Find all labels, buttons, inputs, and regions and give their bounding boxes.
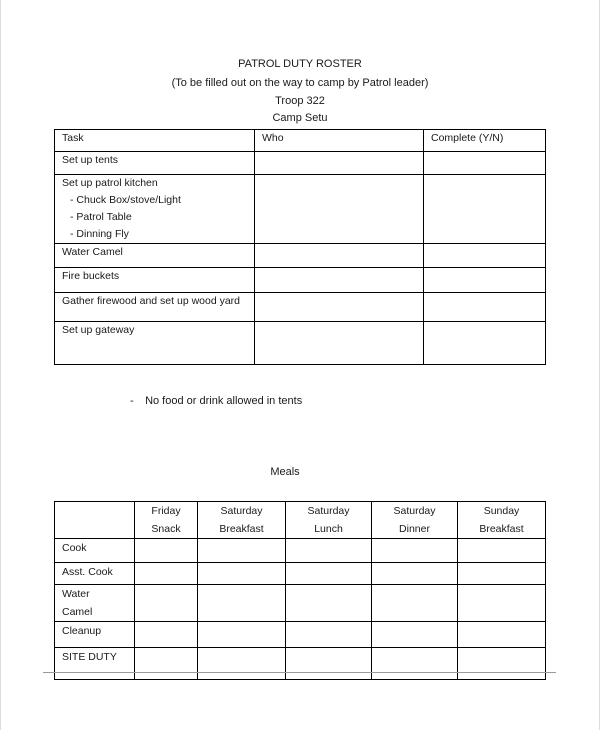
table-row (55, 322, 546, 365)
meal-cell[interactable] (458, 539, 546, 563)
column-header-who: Who (255, 130, 424, 152)
complete-cell[interactable] (424, 152, 546, 175)
meal-cell[interactable] (286, 563, 372, 585)
note-line (130, 395, 302, 407)
complete-cell[interactable] (424, 175, 546, 244)
role-label: Cook (55, 539, 135, 563)
task-cell (55, 175, 255, 244)
meal-cell[interactable] (372, 622, 458, 648)
meal-column-header (135, 502, 198, 539)
meal-name: Lunch (314, 523, 343, 535)
meal-cell[interactable] (135, 648, 198, 680)
meal-cell[interactable] (372, 563, 458, 585)
meal-cell[interactable] (458, 622, 546, 648)
duty-roster-table (54, 129, 546, 365)
meal-day: Saturday (220, 505, 263, 517)
task-cell: Fire buckets (55, 268, 255, 293)
table-row (55, 175, 546, 244)
table-row (55, 152, 546, 175)
meals-row (55, 648, 546, 680)
role-label: SITE DUTY (55, 648, 135, 680)
who-cell[interactable] (255, 152, 424, 175)
meal-name: Breakfast (479, 523, 524, 535)
role-label: Cleanup (55, 622, 135, 648)
meal-name: Dinner (399, 523, 430, 535)
meals-row (55, 539, 546, 563)
meal-cell[interactable] (372, 539, 458, 563)
meal-cell[interactable] (286, 585, 372, 622)
column-header-task: Task (55, 130, 255, 152)
meals-row (55, 563, 546, 585)
meal-cell[interactable] (458, 648, 546, 680)
meal-name: Snack (151, 523, 181, 535)
table-row (55, 244, 546, 268)
table-row (55, 293, 546, 322)
role-label (55, 585, 135, 622)
table-header-row (55, 130, 546, 152)
who-cell[interactable] (255, 268, 424, 293)
role-label-line: Camel (62, 606, 93, 618)
meal-cell[interactable] (135, 622, 198, 648)
subtask-label: - Chuck Box/stove/Light (70, 194, 181, 206)
role-label-line: Water (62, 588, 90, 600)
page-divider (43, 672, 556, 673)
meal-cell[interactable] (135, 585, 198, 622)
meals-corner-cell (55, 502, 135, 539)
who-cell[interactable] (255, 293, 424, 322)
meal-column-header (372, 502, 458, 539)
meals-table (54, 501, 546, 680)
note-text: No food or drink allowed in tents (145, 395, 303, 407)
task-cell: Set up tents (55, 152, 255, 175)
document-subtitle: (To be filled out on the way to camp by Patrol leader) (171, 77, 429, 89)
meal-cell[interactable] (458, 585, 546, 622)
column-header-complete: Complete (Y/N) (424, 130, 546, 152)
complete-cell[interactable] (424, 293, 546, 322)
role-label: Asst. Cook (55, 563, 135, 585)
task-cell: Water Camel (55, 244, 255, 268)
meal-cell[interactable] (198, 539, 286, 563)
subtask-label: - Patrol Table (70, 211, 132, 223)
table-row (55, 268, 546, 293)
meal-day: Sunday (483, 505, 520, 517)
task-cell: Gather firewood and set up wood yard (55, 293, 255, 322)
meal-column-header (458, 502, 546, 539)
meal-cell[interactable] (198, 648, 286, 680)
meals-row (55, 622, 546, 648)
meal-cell[interactable] (198, 563, 286, 585)
meal-cell[interactable] (372, 648, 458, 680)
meal-cell[interactable] (286, 622, 372, 648)
note-bullet: - (130, 395, 134, 407)
meal-cell[interactable] (458, 563, 546, 585)
meal-column-header (198, 502, 286, 539)
section-label: Camp Setu (272, 112, 328, 124)
complete-cell[interactable] (424, 268, 546, 293)
meal-day: Saturday (393, 505, 436, 517)
meal-column-header (286, 502, 372, 539)
troop-label: Troop 322 (275, 95, 325, 107)
complete-cell[interactable] (424, 244, 546, 268)
meal-day: Friday (151, 505, 181, 517)
meals-header-row (55, 502, 546, 539)
meal-cell[interactable] (286, 648, 372, 680)
meal-cell[interactable] (372, 585, 458, 622)
subtask-label: - Dinning Fly (70, 228, 129, 240)
meal-cell[interactable] (286, 539, 372, 563)
who-cell[interactable] (255, 244, 424, 268)
meal-cell[interactable] (135, 563, 198, 585)
task-cell: Set up gateway (55, 322, 255, 365)
who-cell[interactable] (255, 175, 424, 244)
meal-cell[interactable] (198, 585, 286, 622)
meal-cell[interactable] (135, 539, 198, 563)
page-edge-left (0, 0, 1, 730)
meals-title: Meals (270, 466, 300, 478)
meal-cell[interactable] (198, 622, 286, 648)
meals-row (55, 585, 546, 622)
complete-cell[interactable] (424, 322, 546, 365)
document-title: PATROL DUTY ROSTER (238, 58, 362, 70)
meal-name: Breakfast (219, 523, 264, 535)
meal-day: Saturday (307, 505, 350, 517)
who-cell[interactable] (255, 322, 424, 365)
task-label: Set up patrol kitchen (62, 177, 158, 189)
